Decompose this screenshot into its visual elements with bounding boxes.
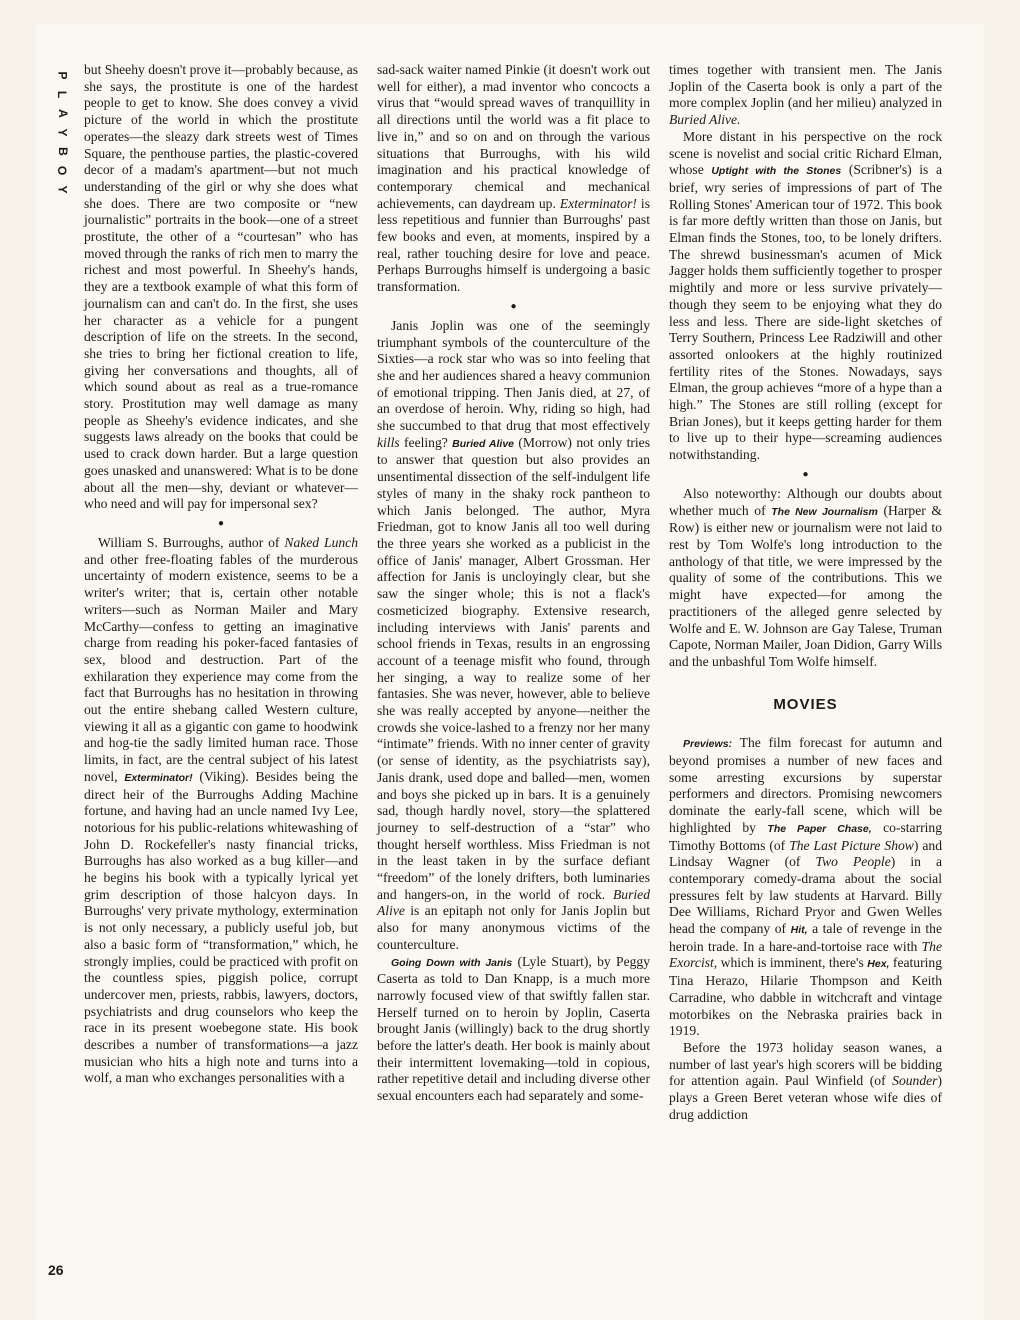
- paragraph: More distant in his perspective on the rock scene is novelist and social critic Richard Elman, whose Uptight with the Stones (Scribner's) is a brief, wry series of impressions of part of The Rolling Stones' American tour of 1972. This book is far more deftly written than those on Janis, but Elman finds the Stones, too, to be lonely drifters. The shrewd businessman's acumen of Mick Jagger holds them sufficiently together to prosper mightily and more or less survive privately—though they seem to be enjoying what they do less and less. There are side-light sketches of Terry Southern, Princess Lee Radziwill and other assorted onlookers at the highly routinized fertility rites of the Stones. Nowadays, says Elman, the group achieves “more of a hype than a high.” The Stones are still rolling (except for Brian Jones), but it keeps getting harder for them to live up to their hype—screaming audiences notwithstanding.: [669, 128, 942, 463]
- book-title: Going Down with Janis: [391, 956, 513, 969]
- film-title: The Last Picture Show: [789, 837, 914, 853]
- masthead-letter: Y: [55, 128, 70, 137]
- masthead-letter: A: [55, 109, 70, 118]
- book-title: Buried Alive: [452, 437, 514, 450]
- masthead-letter: Y: [55, 185, 70, 194]
- masthead-letter: L: [55, 90, 70, 99]
- book-title: Naked Lunch: [284, 534, 358, 550]
- column-2: [377, 62, 650, 1105]
- paragraph: William S. Burroughs, author of Naked Lunch and other free-floating fables of the murderous uncertainty of modern existence, seems to be a writer's writer; that is, certain other notable writers—such as Norman Mailer and Mary McCarthy—confess to getting an imaginative charge from reading his poker-faced fantasies of sex, blood and destruction. Part of the exhilaration they experience may come from the fact that Burroughs has no hesitation in throwing out the entire shebang called Western culture, viewing it all as a gigantic con game to hoodwink and hog-tie the sadly limited human race. Those limits, in fact, are the central subject of his latest novel, Exterminator! (Viking). Besides being the direct heir of the Burroughs Adding Machine fortune, and having had an uncle named Ivy Lee, notorious for his public-relations whitewashing of John D. Rockefeller's nasty financial tricks, Burroughs has also worked as a bug killer—and he begins his book with a typically lyrical yet grim description of those halcyon days. In Burroughs' very private mythology, extermination is not only necessary, a publicly useful job, but also a basic form of “transformation,” which, he strongly implies, could be practiced with profit on the countless spies, piggish police, corrupt undercover men, priests, rabbis, lawyers, doctors, psychiatrists and drug counselors who keep the race in its present woebegone state. His book describes a number of transformations—a jazz musician who hits a high note and turns into a wolf, a man who exchanges personalities with a: [84, 534, 358, 1086]
- bullet-separator: ●: [217, 517, 225, 529]
- bullet-separator: ●: [510, 300, 517, 312]
- book-title: Exterminator!: [124, 771, 193, 784]
- masthead-letter: B: [55, 147, 70, 156]
- film-title: Two People: [815, 854, 891, 870]
- book-title: Buried Alive.: [669, 112, 741, 128]
- column-1: [84, 62, 358, 1087]
- emphasis: kills: [377, 434, 400, 450]
- section-heading: MOVIES: [773, 695, 838, 713]
- film-title: Hit,: [790, 924, 808, 937]
- paragraph: Also noteworthy: Although our doubts about whether much of The New Journalism (Harper & Row) is either new or journalism were not laid to rest by Tom Wolfe's long introduction to the anthology of that title, we were impressed by the quality of some of the contributions. This we might have expected—for among the practitioners of the alleged genre selected by Wolfe and E. W. Johnson are Gay Talese, Truman Capote, Norman Mailer, Joan Didion, Garry Wills and the unbashful Tom Wolfe himself.: [669, 485, 942, 669]
- film-title: Sounder: [892, 1073, 938, 1089]
- masthead-letter: O: [55, 165, 70, 176]
- bullet-separator: ●: [802, 468, 809, 480]
- paragraph: Janis Joplin was one of the seemingly triumphant symbols of the counterculture of the Sixties—a rock star who was so into feeling that she and her audiences shared a heavy communion of emotional tripping. Then Janis died, at 27, of an overdose of heroin. Why, riding so high, had she succumbed to that drug that most effectively kills feeling? Buried Alive (Morrow) not only tries to answer that question but also provides an unsentimental dissection of the self-indulgent life styles of many in the shaky rock pantheon to which Janis belonged. The author, Myra Friedman, got to know Janis all too well during the three years she worked as a publicist in the office of Janis' manager, Albert Grossman. Her affection for Janis is uncloyingly clear, but she saw the singer whole; this is not a flack's cosmeticized biography. Extensive research, including interviews with Janis' parents and school friends in Texas, results in an engrossing account of a teenage misfit who found, through her singing, a way to realize some of her fantasies. She was never, however, able to believe she was really accepted by anyone—neither the crowds she voice-lashed to a frenzy nor her many “intimate” friends. With no inner center of gravity (or sense of identity, as the psychiatrists say), Janis drank, used dope and balled—men, women and boys she picked up in bars. It is a genuinely sad, though hardly novel, story—the splattered journey to self-destruction of a “star” who thought herself worthless. Miss Friedman is not in the least taken in by the surface defiant “freedom” of the lonely drifters, both luminaries and hangers-on, in the world of rock. Buried Alive is an epitaph not only for Janis Joplin but also for many anonymous victims of the counterculture.: [377, 317, 650, 952]
- masthead-letter: P: [55, 71, 70, 80]
- film-title: The Paper Chase,: [767, 822, 872, 835]
- book-title: The New Journalism: [771, 505, 878, 518]
- film-title: Hex,: [867, 958, 890, 971]
- paragraph: times together with transient men. The Janis Joplin of the Caserta book is only a part of the more complex Joplin (and her milieu) analyzed in Buried Alive.: [669, 62, 942, 128]
- book-title: Buried Alive: [377, 886, 650, 919]
- book-title: Exterminator!: [559, 195, 637, 211]
- masthead-vertical: [50, 66, 74, 199]
- paragraph: Before the 1973 holiday season wanes, a number of last year's high scorers will be bidding for attention again. Paul Winfield (of Sounder) plays a Green Beret veteran whose wife dies of drug addiction: [669, 1039, 942, 1122]
- book-title: Uptight with the Stones: [711, 165, 842, 178]
- column-3: [669, 62, 942, 1123]
- paragraph: Going Down with Janis (Lyle Stuart), by Peggy Caserta as told to Dan Knapp, is a much more narrowly focused view of that swiftly fallen star. Herself turned on to heroin by Joplin, Caserta brought Janis (willingly) back to the drug shortly before the latter's death. Her book is mainly about their intermittent lovemaking—told in copious, rather repetitive detail and including diverse other sexual encounters each had separately and some-: [377, 953, 650, 1104]
- paragraph: Previews: The film forecast for autumn and beyond promises a number of new faces and some arresting excursions by superstar performers and directors. Promising newcomers dominate the early-fall scene, which will be highlighted by The Paper Chase, co-starring Timothy Bottoms (of The Last Picture Show) and Lindsay Wagner (of Two People) in a contemporary comedy-drama about the social pressures felt by law students at Harvard. Billy Dee Williams, Richard Pryor and Gwen Welles head the company of Hit, a tale of revenge in the heroin trade. In a hare-and-tortoise race with The Exorcist, which is imminent, there's Hex, featuring Tina Herazo, Hilarie Thompson and Keith Carradine, who dabble in witchcraft and vintage motorbikes on the Nebraska prairies back in 1919.: [669, 735, 942, 1039]
- film-title: The Exorcist,: [669, 938, 942, 971]
- paragraph: sad-sack waiter named Pinkie (it doesn't work out well for either), a mad inventor who concocts a virus that “would spread waves of tranquillity in all directions until the world was a fit place to live in,” and so on and on through the various situations that Burroughs, with his wild imagination and his practical knowledge of contemporary chemical and mechanical achievements, can daydream up. Exterminator! is less repetitious and funnier than Burroughs' past few books and even, at moments, inspired by a real, rather touching desire for love and peace. Perhaps Burroughs himself is undergoing a basic transformation.: [377, 62, 651, 295]
- paragraph: but Sheehy doesn't prove it—probably because, as she says, the prostitute is one of the hardest people to get to know. She does convey a vivid picture of the world in which the prostitute operates—the sleazy dark streets west of Times Square, the penthouse parties, the plastic-covered decor of a madam's apartment—but not much understanding of the girl or why she does what she does. There are two composite or “new journalistic” portraits in the book—one of a street prostitute, the other of a “courtesan” who has moved through the ranks of rich men to marry the richest and most powerful. In Sheehy's hands, they are a textbook example of what this form of journalism can and can't do. In the first, she uses her character as a vehicle for a pungent description of life on the streets. In the second, she tries to bring her fictional creation to life, giving her conversations and thoughts, all of which sound about as real as a true-romance story. Prostitution may well damage as many people as Sheehy's evidence indicates, and she suggests laws already on the books that could be used to crack down harder. But a large question goes unasked and unanswered: What is to be done about all the men—shy, deviant or whatever—who need and will pay for impersonal sex?: [84, 62, 358, 512]
- run-in-label: Previews:: [683, 738, 733, 751]
- page-number: 26: [48, 1262, 64, 1278]
